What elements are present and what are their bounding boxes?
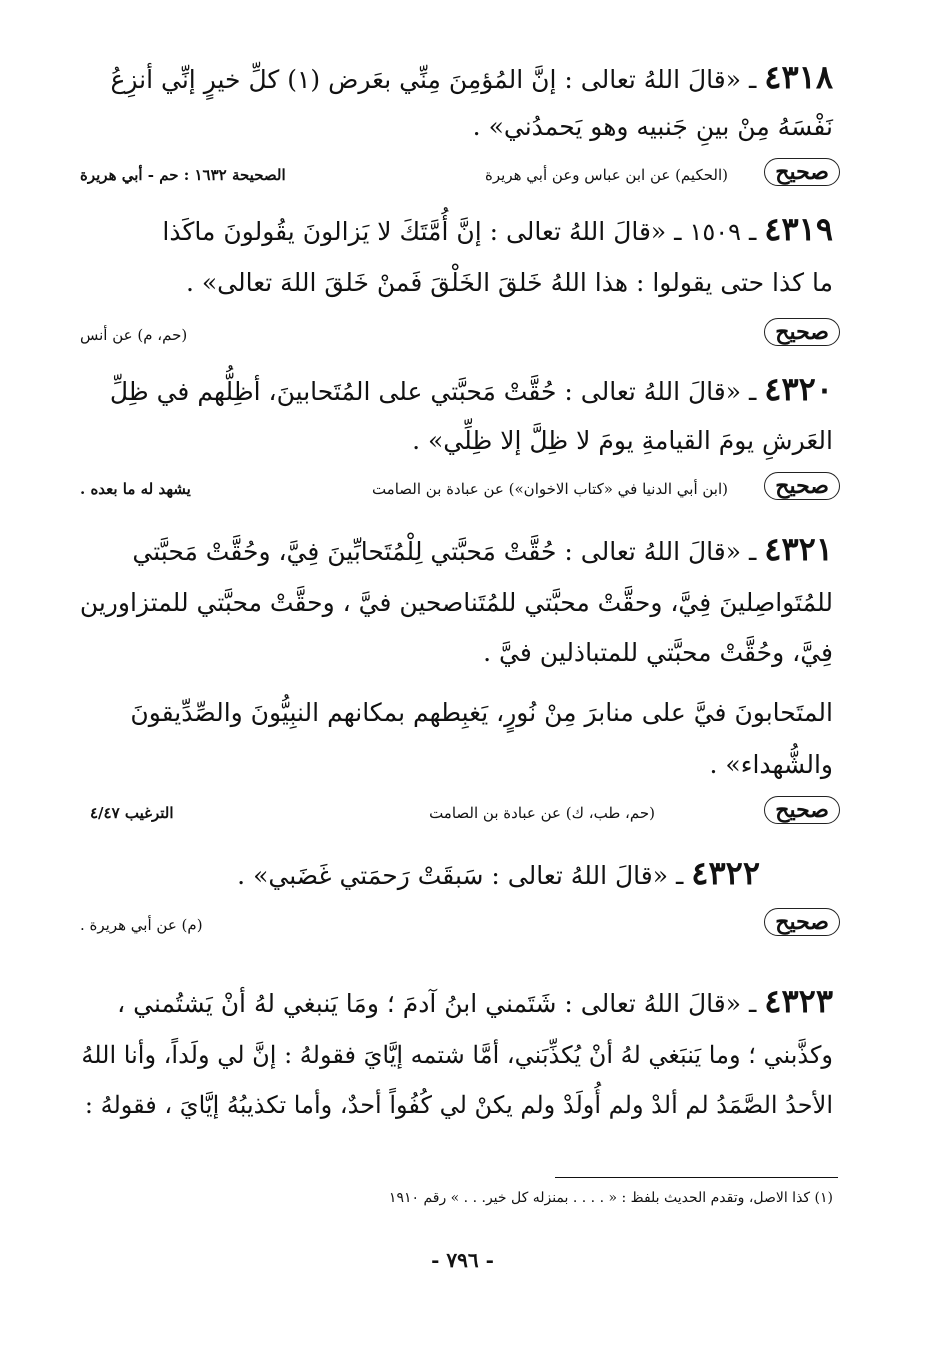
hadith-number: ٤٣٢٣	[764, 982, 833, 1020]
hadith-number: ٤٣١٩	[764, 210, 833, 248]
hadith-text: العَرشِ يومَ القيامةِ يومَ لا ظِلَّ إلا ظِلِّي» .	[412, 426, 833, 455]
hadith-text: ما كذا حتى يقولوا : هذا اللهُ خَلقَ الخَلْقَ فَمنْ خَلقَ اللهَ تعالى» .	[185, 268, 833, 297]
reference-note: يشهد له ما بعده .	[80, 480, 191, 498]
hadith-text: «قالَ اللهُ تعالى : سَبقَتْ رَحمَتي غَضَبي» .	[237, 861, 669, 890]
hadith-4323-line-1: ٤٣٢٣ ـ «قالَ اللهُ تعالى : شَتَمني ابنُ آدمَ ؛ ومَا يَنبغي لهُ أنْ يَشتُمني ،	[117, 982, 833, 1020]
hadith-number: ٤٣١٨	[764, 58, 833, 96]
hadith-4320-grade-row	[80, 472, 840, 504]
hadith-text: «قالَ اللهُ تعالى : شَتَمني ابنُ آدمَ ؛ ومَا يَنبغي لهُ أنْ يَشتُمني ،	[117, 989, 742, 1018]
reference-note: الترغيب ٤/٤٧	[90, 804, 174, 822]
hadith-4321-line-5	[710, 748, 833, 782]
hadith-4320-line-1: ٤٣٢٠ ـ «قالَ اللهُ تعالى : حُقَّتْ مَحبَّتي على المُتَحابينَ، أظِلُّهم في ظِلِّ	[109, 370, 833, 408]
hadith-4321-line-4	[130, 696, 833, 730]
hadith-4322-line-1: ٤٣٢٢ ـ «قالَ اللهُ تعالى : سَبقَتْ رَحمَتي غَضَبي» .	[237, 854, 760, 892]
hadith-4318-grade-row	[80, 158, 840, 190]
grade-badge: صحيح	[764, 908, 840, 936]
page-number: - ٧٩٦ -	[431, 1248, 494, 1272]
hadith-text: «قالَ اللهُ تعالى : إنَّ أُمَّتَكَ لا يَزالونَ يقُولونَ ماكَذا	[162, 217, 667, 246]
source-citation: (حم، طب، ك) عن عبادة بن الصامت	[429, 804, 655, 822]
hadith-number: ٤٣٢٠	[764, 370, 833, 408]
hadith-4318-line-2	[473, 110, 833, 144]
hadith-4319-line-1: ٤٣١٩ ـ ١٥٠٩ ـ «قالَ اللهُ تعالى : إنَّ أُمَّتَكَ لا يَزالونَ يقُولونَ ماكَذا	[162, 210, 833, 248]
hadith-4321-line-1: ٤٣٢١ ـ «قالَ اللهُ تعالى : حُقَّتْ مَحبَّتي لِلْمُتَحابِّينَ فِيَّ، وحُقَّتْ مَحبَّتي	[132, 530, 833, 568]
hadith-text: «قالَ اللهُ تعالى : إنَّ المُؤمِنَ مِنِّي بعَرض (١) كلِّ خيرٍ إنِّي أنزِعُ	[110, 65, 742, 94]
grade-badge: صحيح	[764, 318, 840, 346]
hadith-4323-line-2	[81, 1038, 833, 1072]
hadith-text: فِيَّ، وحُقَّتْ محبَّتي للمتباذلين فيَّ .	[483, 638, 833, 667]
hadith-text: للمُتَواصِلينَ فِيَّ، وحقَّتْ محبَّتي للمُتَناصحين فيَّ ، وحقَّتْ محبَّتي للمتزاورين	[79, 588, 833, 617]
hadith-4320-line-2	[412, 424, 833, 458]
hadith-4321-grade-row	[80, 796, 840, 828]
hadith-text: والشُّهداء» .	[709, 750, 833, 779]
hadith-text: الأحدُ الصَّمَدُ لم ألدْ ولم أُولَدْ ولم يكنْ لي كُفُواً أحدٌ، وأما تكذيبُهُ إيَّايَ ، فقولهُ :	[84, 1091, 833, 1119]
hadith-4318-line-1: ٤٣١٨ ـ «قالَ اللهُ تعالى : إنَّ المُؤمِنَ مِنِّي بعَرض (١) كلِّ خيرٍ إنِّي أنزِعُ	[110, 58, 833, 96]
hadith-4319-line-2	[186, 266, 833, 300]
source-citation: (الحكيم) عن ابن عباس وعن أبي هريرة	[485, 166, 728, 184]
hadith-4321-line-2	[80, 586, 833, 620]
secondary-number: ١٥٠٩	[689, 218, 742, 246]
hadith-text: نَفْسَهُ مِنْ بينِ جَنبيه وهو يَحمدُني» .	[472, 112, 833, 141]
hadith-4319-grade-row	[80, 318, 840, 350]
hadith-4322-grade-row	[80, 908, 840, 940]
reference-note: الصحيحة ١٦٣٢ : حم - أبي هريرة	[80, 166, 286, 184]
hadith-text: وكذَّبني ؛ وما يَنبَغي لهُ أنْ يُكذِّبَني، أمَّا شتمه إيَّايَ فقولهُ : إنَّ لي ولَداً، وأنا اللهُ	[81, 1041, 833, 1069]
footnote: (١) كذا الاصل، وتقدم الحديث بلفظ : « . . . . بمنزله كل خير. . . » رقم ١٩١٠	[388, 1190, 833, 1206]
source-citation: (حم، م) عن أنس	[80, 326, 188, 344]
footnote-divider	[555, 1177, 838, 1178]
hadith-text: «قالَ اللهُ تعالى : حُقَّتْ مَحبَّتي لِلْمُتَحابِّينَ فِيَّ، وحُقَّتْ مَحبَّتي	[132, 537, 742, 566]
hadith-text: المتَحابونَ فيَّ على منابرَ مِنْ نُورٍ، يَغبِطهم بمكانهم النبِيُّونَ والصِّدِّيقونَ	[130, 698, 833, 727]
grade-badge: صحيح	[764, 158, 840, 186]
source-citation: (م) عن أبي هريرة .	[80, 916, 203, 934]
hadith-number: ٤٣٢١	[764, 530, 833, 568]
hadith-4321-line-3	[483, 636, 833, 670]
grade-badge: صحيح	[764, 472, 840, 500]
source-citation: (ابن أبي الدنيا في «كتاب الاخوان») عن عبادة بن الصامت	[371, 480, 728, 498]
hadith-4323-line-3	[85, 1088, 833, 1122]
hadith-text: «قالَ اللهُ تعالى : حُقَّتْ مَحبَّتي على المُتَحابينَ، أظِلُّهم في ظِلِّ	[109, 377, 742, 406]
hadith-number: ٤٣٢٢	[691, 854, 760, 892]
grade-badge: صحيح	[764, 796, 840, 824]
